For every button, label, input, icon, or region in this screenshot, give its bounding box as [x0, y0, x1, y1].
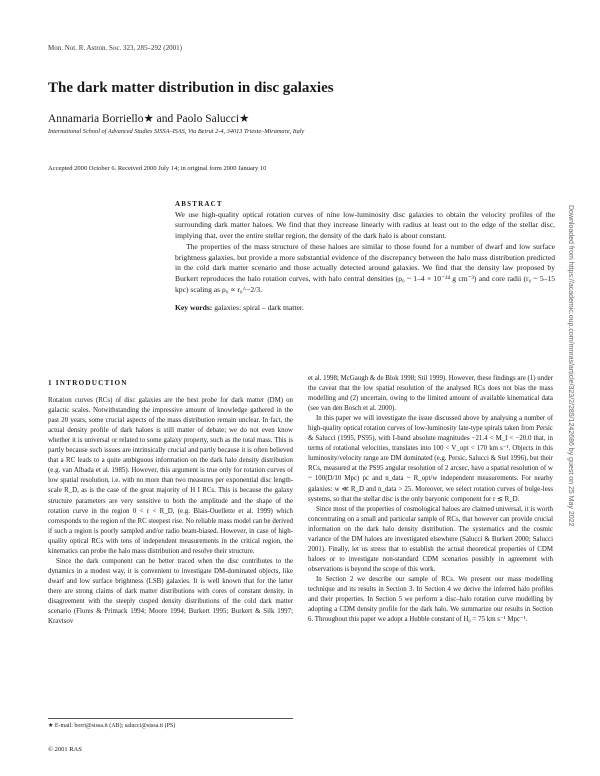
column-left	[48, 374, 293, 627]
authors: Annamaria Borriello★ and Paolo Salucci★	[48, 113, 250, 125]
intro-paragraph-6: In Section 2 we describe our sample of RCs. We present our mass modelling technique and its results in Section 3. In Section 4 we derive the inferred halo profiles and their properties. In Section 5 we perform a disc–halo rotation curve modelling by adopting a CDM density profile for the dark halo. We summarize our results in Section 6. Throughout this paper we adopt a Hubble constant of H₀ = 75 km s⁻¹ Mpc⁻¹.	[308, 575, 553, 624]
intro-paragraph-3: et al. 1998; McGaugh & de Blok 1998; Stil 1999). However, these findings are (1) under the caveat that the low spatial resolution of the analysed RCs does not bias the mass modelling and (2) uncertain, owing to the limited amount of available kinematical data (see van den Bosch et al. 2000).	[308, 375, 553, 413]
footnote-email: ★ E-mail: borri@sissa.it (AB); salucci@sissa.it (PS)	[48, 718, 293, 729]
abstract-paragraph-1: We use high-quality optical rotation curves of nine low-luminosity disc galaxies to obtain the velocity profiles of the surrounding dark matter haloes. We find that they increase linearly with radius at least out to the edge of the stellar disc, implying that, over the entire stellar region, the density of the dark halo is about constant.	[175, 209, 555, 241]
keywords-label: Key words:	[175, 303, 213, 313]
accepted-dates: Accepted 2000 October 6. Received 2000 July 14; in original form 2000 January 10	[48, 165, 267, 172]
abstract-heading: ABSTRACT	[175, 200, 223, 208]
abstract-paragraph-2: The properties of the mass structure of these haloes are similar to those found for a number of dwarf and low surface brightness galaxies, but provide a more substantial evidence of the discrepancy between the halo mass distribution predicted in the cold dark matter scenario and those actually detected around galaxies. We find that the density law proposed by Burkert reproduces the halo rotation curves, with halo central densities (ρ₀ ~ 1–4 × 10⁻²⁴ g cm⁻³) and core radii (r₀ ~ 5–15 kpc) scaling as ρ₀ ∝ r₀^−2/3.	[175, 241, 555, 294]
affiliation: International School of Advanced Studies SISSA–ISAS, Via Beirut 2-4, 34013 Trieste–Miramare, Italy	[48, 128, 305, 135]
copyright: © 2001 RAS	[48, 746, 82, 753]
running-header: Mon. Not. R. Astron. Soc. 323, 285–292 (2001)	[48, 44, 182, 52]
column-right	[308, 374, 553, 625]
download-watermark: Downloaded from https://academic.oup.com/mnras/article/323/2/285/1242686 by guest on 25 May 2022	[567, 205, 574, 527]
paper-title: The dark matter distribution in disc galaxies	[48, 80, 334, 96]
abstract	[175, 199, 555, 314]
keywords-text: galaxies: spiral – dark matter.	[214, 303, 304, 313]
intro-paragraph-5: Since most of the properties of cosmological haloes are claimed universal, it is worth concentrating on a small and particular sample of RCs, that however can provide crucial information on the dark halo density distribution. The systematics and the cosmic variance of the DM haloes are investigated elsewhere (Salucci & Burkert 2000; Salucci 2001). Finally, let us stress that to establish the actual theoretical properties of CDM haloes or to investigate non-standard CDM scenarios possibly in agreement with observations is beyond the scope of this work.	[308, 505, 553, 573]
section-heading-introduction: 1 INTRODUCTION	[48, 379, 128, 387]
intro-paragraph-1: Rotation curves (RCs) of disc galaxies are the best probe for dark matter (DM) on galactic scales. Notwithstanding the impressive amount of knowledge gathered in the past 20 years, some crucial aspects of the mass distribution remain unclear. In fact, the actual density profile of dark haloes is still matter of debate; we do not even know whether it is universal or related to some galaxy property, such as the total mass. This is partly because such issues are intrinsically crucial and partly because it is often believed that a RC leads to a quite ambiguous information on the dark halo density distribution (e.g. van Albada et al. 1985). However, this argument is true only for rotation curves of low spatial resolution, i.e. with no more than two measures per exponential disc length-scale R_D, as is the case of the great majority of H I RCs. This is because the galaxy structure parameters are very sensitive to both the amplitude and the shape of the rotation curve in the region 0 < r < R_D, (e.g. Blais-Ouellette et al. 1999) which corresponds to the region of the RC steepest rise. No reliable mass model can be derived if such a region is poorly sampled and/or radio beam-biased. However, in case of high-quality optical RCs with tens of independent measurements in the critical region, the kinematics can probe the halo mass distribution and resolve their structure.	[48, 397, 293, 555]
intro-paragraph-4: In this paper we will investigate the issue discussed above by analysing a number of high-quality optical rotation curves of low-luminosity late-type spirals taken from Persic & Salucci (1995, PS95), with I-band absolute magnitudes −21.4 < M_I < −20.0 that, in terms of rotational velocities, translates into 100 < V_opt < 170 km s⁻¹. Objects in this luminosity/velocity range are DM dominated (e.g. Persic, Salucci & Stel 1996), but their RCs, measured at the PS95 angular resolution of 2 arcsec, have a spatial resolution of w ~ 100(D/10 Mpc) pc and n_data ~ R_opt/w independent measurements. For nearby galaxies: w ≪ R_D and n_data > 25. Moreover, we select rotation curves of bulge-less systems, so that the stellar disc is the only baryonic component for r ≲ R_D.	[308, 415, 553, 503]
intro-paragraph-2: Since the dark component can be better traced when the disc contributes to the dynamics in a modest way, it is convenient to investigate DM-dominated objects, like dwarf and low surface brightness (LSB) galaxies. It is well known that for the latter there are strong claims of dark matter distributions with cores of constant density, in disagreement with the steeply cusped density distributions of the cold dark matter scenario (Flores & Primack 1994; Moore 1994; Burkert 1995; Burkert & Silk 1997; Kravtsov	[48, 557, 293, 626]
keywords	[175, 303, 555, 314]
